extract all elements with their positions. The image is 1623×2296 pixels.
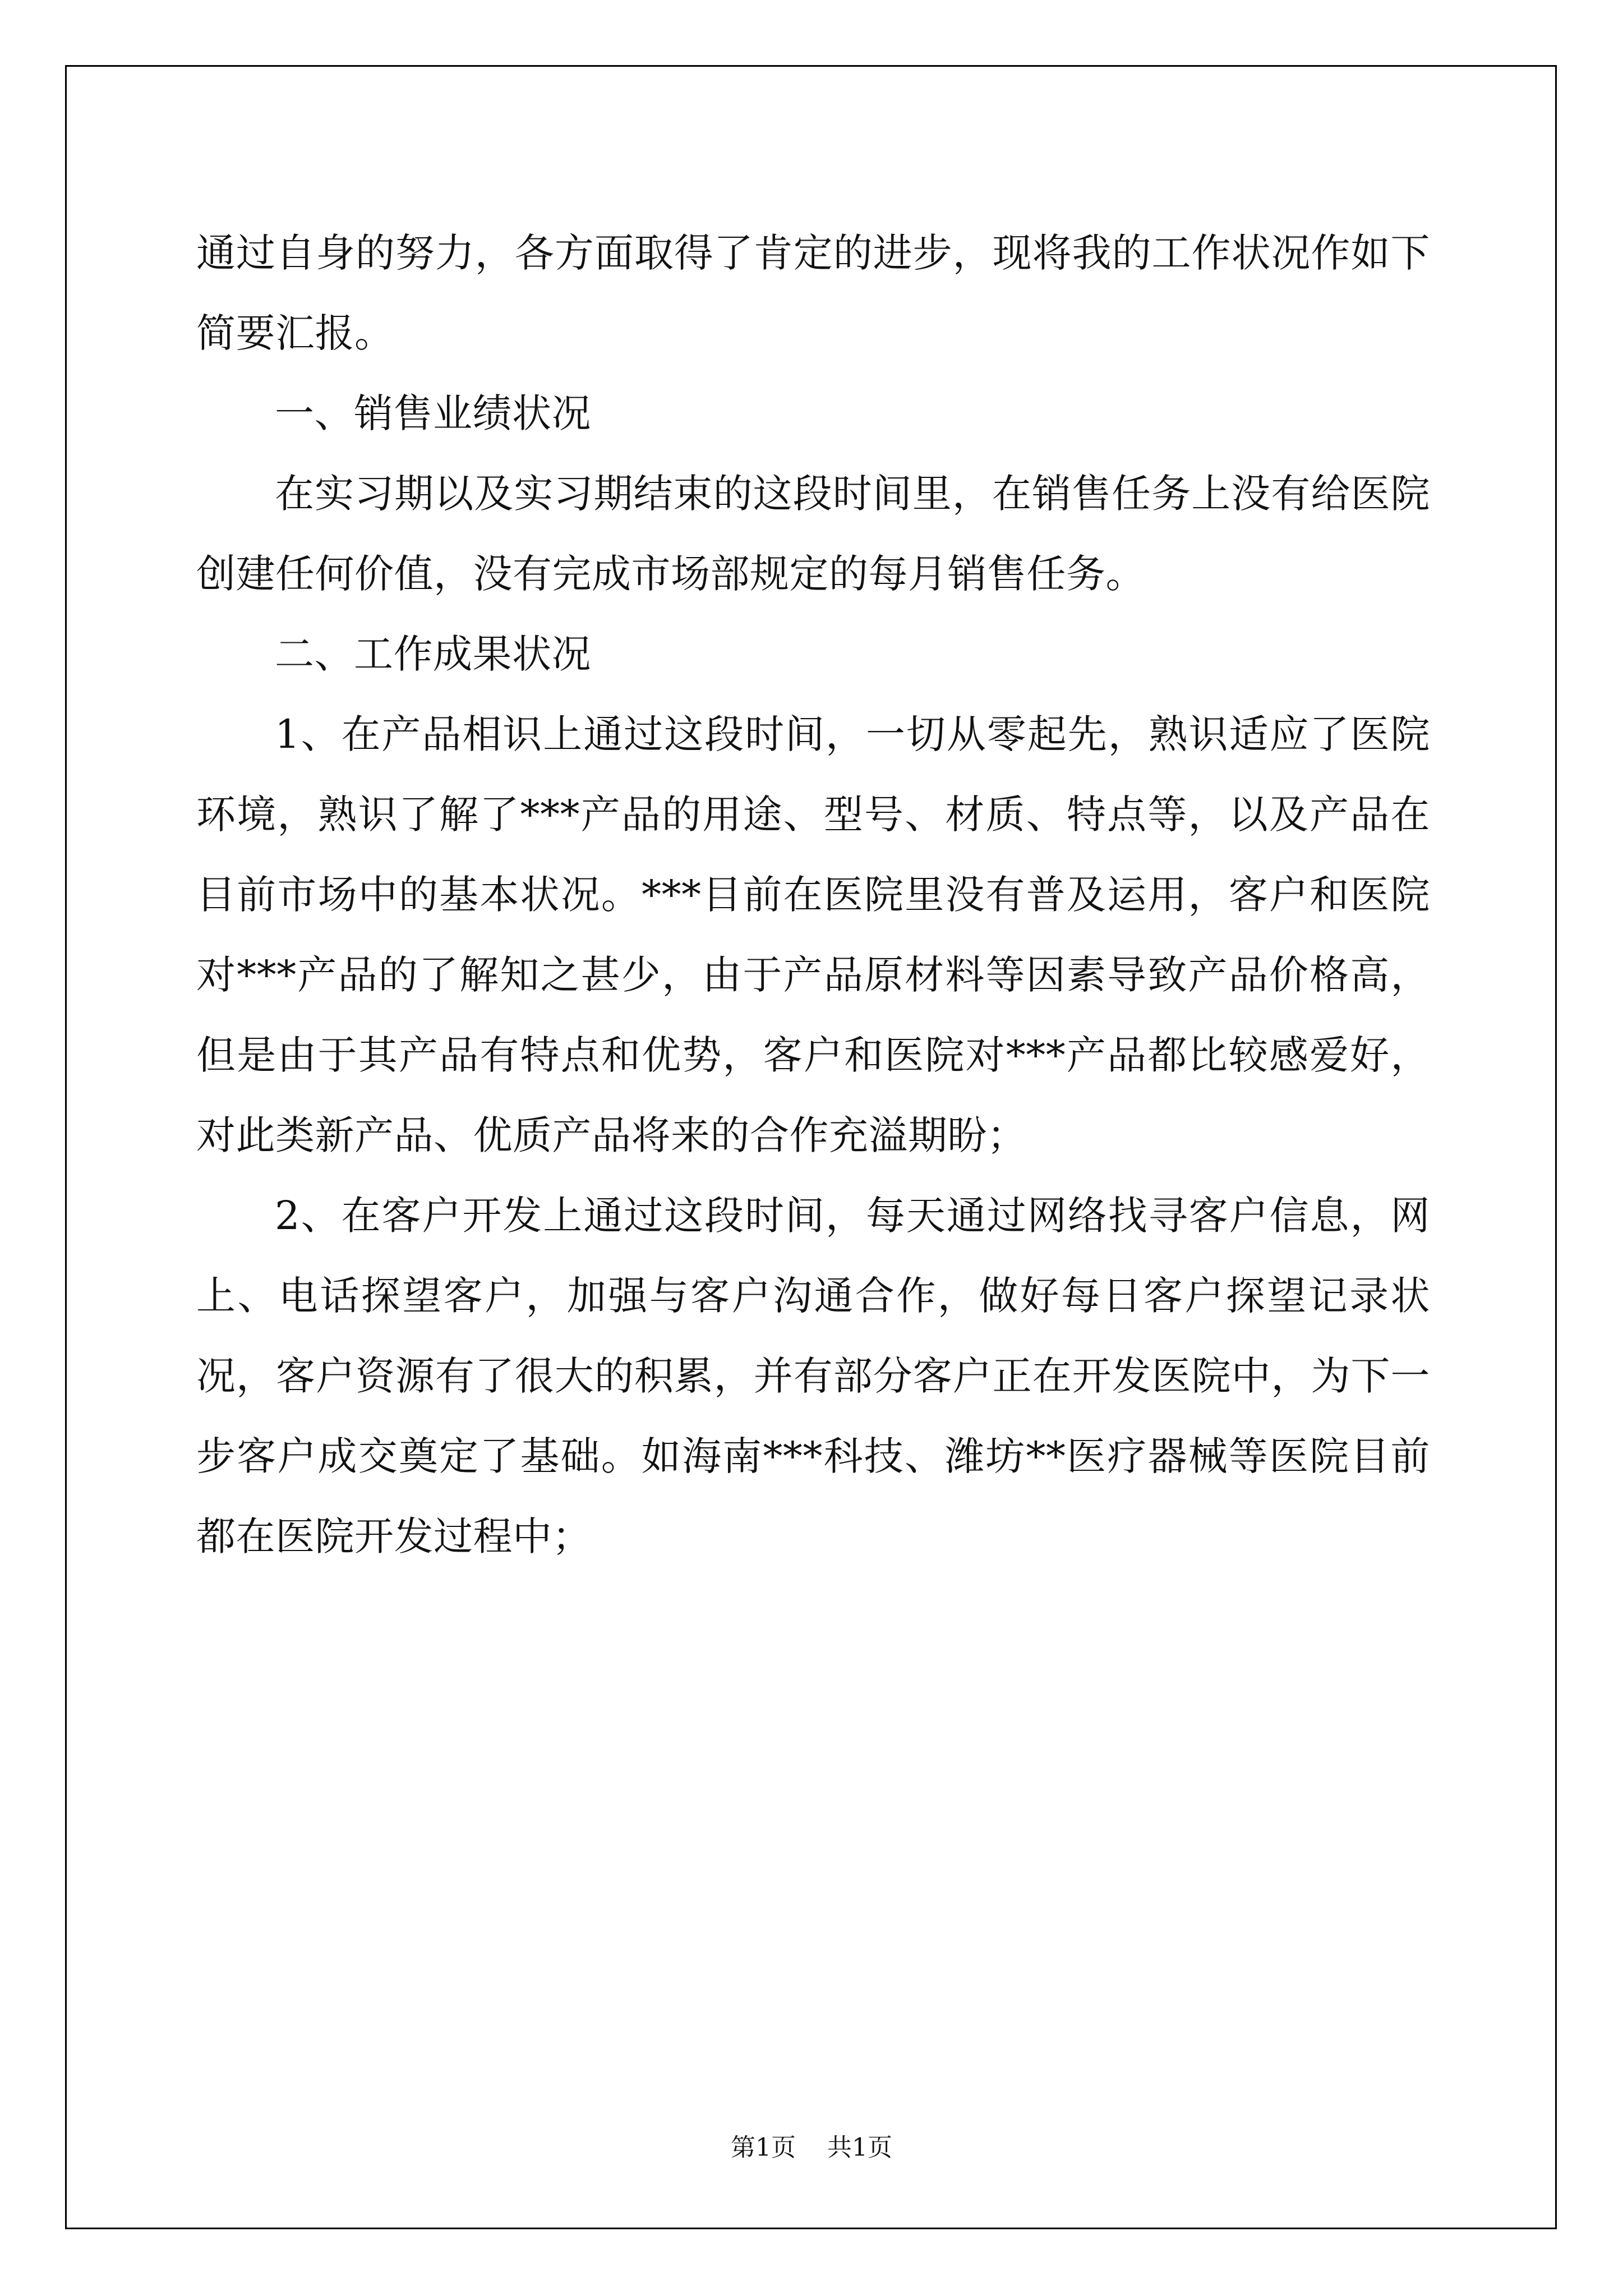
document-body bbox=[196, 213, 1430, 1577]
page-number: 第1页 bbox=[731, 2133, 796, 2162]
page-footer bbox=[0, 2127, 1623, 2163]
paragraph-product-knowledge: 1、在产品相识上通过这段时间，一切从零起先，熟识适应了医院环境，熟识了解了***产品的用途、型号、材质、特点等，以及产品在目前市场中的基本状况。***目前在医院里没有普及运用，客户和医院对***产品的了解知之甚少，由于产品原材料等因素导致产品价格高，但是由于其产品有特点和优势，客户和医院对***产品都比较感爱好，对此类新产品、优质产品将来的合作充溢期盼； bbox=[196, 711, 1430, 1158]
paragraph-sales: 在实习期以及实习期结束的这段时间里，在销售任务上没有给医院创建任何价值，没有完成市场部规定的每月销售任务。 bbox=[196, 471, 1430, 597]
section-heading-sales-performance: 一、销售业绩状况 bbox=[275, 390, 591, 436]
paragraph-client-development: 2、在客户开发上通过这段时间，每天通过网络找寻客户信息，网上、电话探望客户，加强与客户沟通合作，做好每日客户探望记录状况，客户资源有了很大的积累，并有部分客户正在开发医院中，为下一步客户成交奠定了基础。如海南***科技、潍坊**医疗器械等医院目前都在医院开发过程中； bbox=[196, 1193, 1430, 1559]
page-total: 共1页 bbox=[827, 2133, 892, 2162]
section-heading-work-results: 二、工作成果状况 bbox=[275, 631, 591, 677]
paragraph-intro: 通过自身的努力，各方面取得了肯定的进步，现将我的工作状况作如下简要汇报。 bbox=[196, 230, 1430, 356]
